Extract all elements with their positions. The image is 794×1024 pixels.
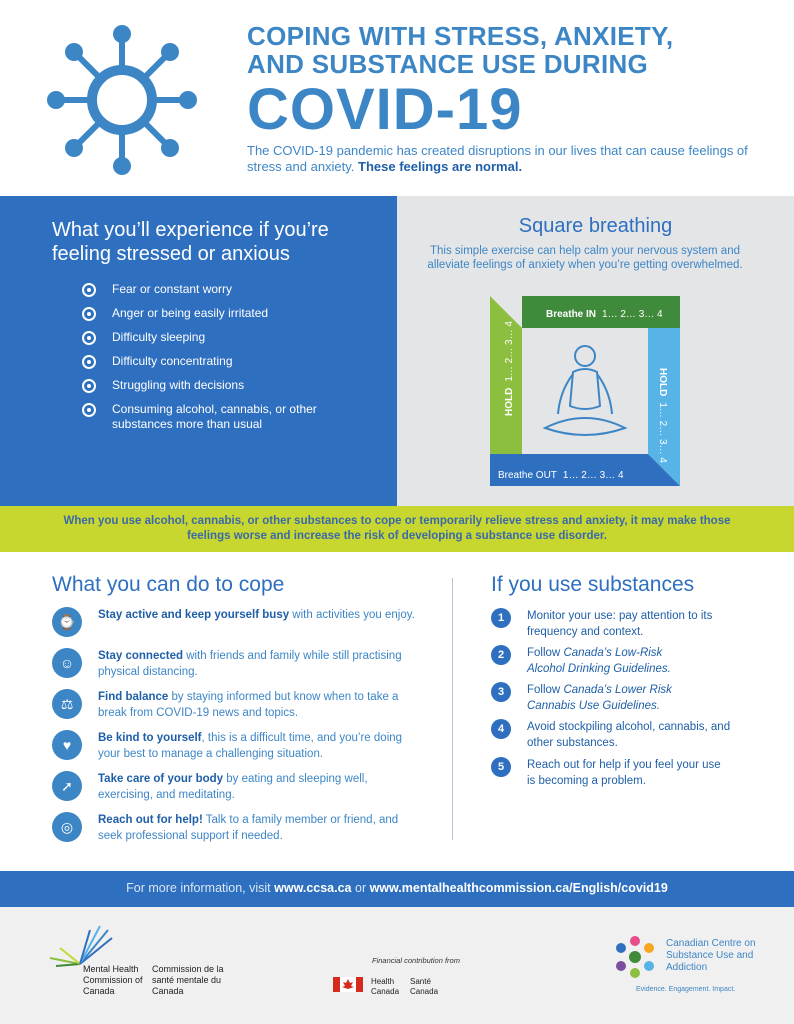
cope-item-bold: Be kind to yourself <box>98 732 202 744</box>
substance-item-text <box>527 645 697 677</box>
number-badge: 1 <box>491 608 511 628</box>
experience-item-text: Fear or constant worry <box>112 282 233 296</box>
cope-item-rest: Talk to a family member or friend, and seek professional support if needed. <box>98 814 399 842</box>
substance-item <box>491 719 761 751</box>
substance-guideline[interactable]: Canada’s Lower Risk Cannabis Use Guidelines. <box>527 684 672 712</box>
ccsa-link[interactable]: www.ccsa.ca <box>274 881 352 895</box>
substance-item-text <box>527 608 761 640</box>
substance-text: Monitor your use: pay attention to its frequency and context. <box>527 610 713 638</box>
experience-item <box>82 282 342 297</box>
bullet-icon <box>82 379 96 393</box>
cope-item-text <box>98 730 422 762</box>
experience-title: What you’ll experience if you’re feeling stressed or anxious <box>52 219 329 265</box>
cope-item-text <box>98 689 422 721</box>
heart-hands-icon: ♥ <box>52 730 82 760</box>
substance-text: Avoid stockpiling alcohol, cannabis, and other substances. <box>527 721 731 749</box>
breathe-in-label: Breathe IN 1… 2… 3… 4 <box>546 309 663 320</box>
number-badge: 3 <box>491 682 511 702</box>
bullet-icon <box>82 307 96 321</box>
cope-item <box>52 689 422 721</box>
cope-item-text <box>98 771 422 803</box>
mhcc-name-en: Mental Health Commission of Canada <box>83 964 143 996</box>
breathing-square-diagram <box>490 296 680 486</box>
experience-item-text: Struggling with decisions <box>112 378 245 392</box>
substance-item <box>491 757 761 789</box>
substance-text: Follow <box>527 647 564 659</box>
cope-item-bold: Stay connected <box>98 650 183 662</box>
cope-item <box>52 648 422 680</box>
cope-item-bold: Reach out for help! <box>98 814 203 826</box>
health-canada-fr: Santé Canada <box>410 977 439 996</box>
number-badge: 4 <box>491 719 511 739</box>
title-line-1: COPING WITH STRESS, ANXIETY, <box>247 21 674 51</box>
cope-item-bold: Take care of your body <box>98 773 224 785</box>
bullet-icon <box>82 331 96 345</box>
intro-text <box>247 143 767 175</box>
financial-contribution: Financial contribution from <box>372 956 460 965</box>
substance-item <box>491 608 761 640</box>
cope-item-text <box>98 607 415 623</box>
info-prefix: For more information, visit <box>126 881 275 895</box>
cope-item-bold: Stay active and keep yourself busy <box>98 609 290 621</box>
canada-flag-icon <box>333 977 363 992</box>
cope-item-rest: by staying informed but know when to take a break from COVID-19 news and topics. <box>98 691 399 719</box>
info-bar-text <box>0 881 794 895</box>
number-badge: 2 <box>491 645 511 665</box>
breathe-out-label: Breathe OUT 1… 2… 3… 4 <box>498 470 624 481</box>
experience-item <box>82 378 342 393</box>
title-line <box>247 22 767 78</box>
number-badge: 5 <box>491 757 511 777</box>
cope-item <box>52 730 422 762</box>
cope-item <box>52 812 422 844</box>
substance-item-text <box>527 719 742 751</box>
intro-sentence: The COVID-19 pandemic has created disruptions in our lives that can cause feelings of stress and anxiety. <box>247 143 748 174</box>
cope-item <box>52 771 422 803</box>
experience-item-text: Consuming alcohol, cannabis, or other substances more than usual <box>112 402 317 431</box>
experience-item-text: Difficulty concentrating <box>112 354 233 368</box>
cope-item-rest: , this is a difficult time, and you’re doing your best to manage a challenging situation. <box>98 732 403 760</box>
cope-item <box>52 607 422 637</box>
substance-text: Follow <box>527 684 564 696</box>
experience-item <box>82 354 342 369</box>
cope-item-text <box>98 648 422 680</box>
substance-guideline[interactable]: Canada’s Low-Risk Alcohol Drinking Guidelines. <box>527 647 671 675</box>
bullet-icon <box>82 283 96 297</box>
running-icon: ➚ <box>52 771 82 801</box>
breathing-description: This simple exercise can help calm your nervous system and alleviate feelings of anxiety when you’re getting overwhelmed. <box>427 245 743 271</box>
substance-item <box>491 645 761 677</box>
breathing-title: Square breathing <box>518 215 673 237</box>
cope-item-rest: with friends and family while still practising physical distancing. <box>98 650 402 678</box>
experience-item <box>82 330 342 345</box>
health-canada-en: Health Canada <box>371 977 400 996</box>
info-mid: or <box>351 881 370 895</box>
cope-item-bold: Find balance <box>98 691 169 703</box>
experience-item <box>82 402 342 432</box>
title-line-2: AND SUBSTANCE USE DURING <box>247 49 649 79</box>
video-call-icon: ☺ <box>52 648 82 678</box>
ccsa-tagline: Evidence. Engagement. Impact. <box>636 986 736 993</box>
experience-item-text: Anger or being easily irritated <box>112 306 269 320</box>
balance-scale-icon: ⚖ <box>52 689 82 719</box>
substance-item-text <box>527 757 727 789</box>
substance-item-text <box>527 682 697 714</box>
experience-item <box>82 306 342 321</box>
substances-title: If you use substances <box>491 573 695 596</box>
hold-left-label: HOLD1… 2… 3… 4 <box>504 321 515 416</box>
bullet-icon <box>82 355 96 369</box>
title-covid: COVID-19 <box>247 77 523 142</box>
hold-right-label: HOLD1… 2… 3… 4 <box>657 368 668 463</box>
substance-item <box>491 682 761 714</box>
lifebuoy-icon: ◎ <box>52 812 82 842</box>
experience-item-text: Difficulty sleeping <box>112 330 206 344</box>
bullet-icon <box>82 403 96 417</box>
substance-text: Reach out for help if you feel your use is becoming a problem. <box>527 759 721 787</box>
mhcc-name-fr: Commission de la santé mentale du Canada <box>152 964 224 996</box>
watch-icon: ⌚ <box>52 607 82 637</box>
column-divider <box>452 578 453 840</box>
mhcc-link[interactable]: www.mentalhealthcommission.ca/English/covid19 <box>369 881 668 895</box>
ccsa-name: Canadian Centre on Substance Use and Addiction <box>666 938 756 973</box>
cope-item-text <box>98 812 422 844</box>
ccsa-logo-icon <box>612 934 658 980</box>
intro-bold: These feelings are normal. <box>358 159 523 174</box>
warning-text: When you use alcohol, cannabis, or other substances to cope or temporarily relieve stress and anxiety, it may make those feelings worse and increase the risk of developing a substance use disorder. <box>63 515 731 542</box>
cope-title: What you can do to cope <box>52 573 285 596</box>
cope-item-rest: with activities you enjoy. <box>289 609 415 621</box>
meditating-person-icon <box>545 346 625 435</box>
virus-icon <box>44 22 200 178</box>
cope-item-rest: by eating and sleeping well, exercising, and meditating. <box>98 773 368 801</box>
